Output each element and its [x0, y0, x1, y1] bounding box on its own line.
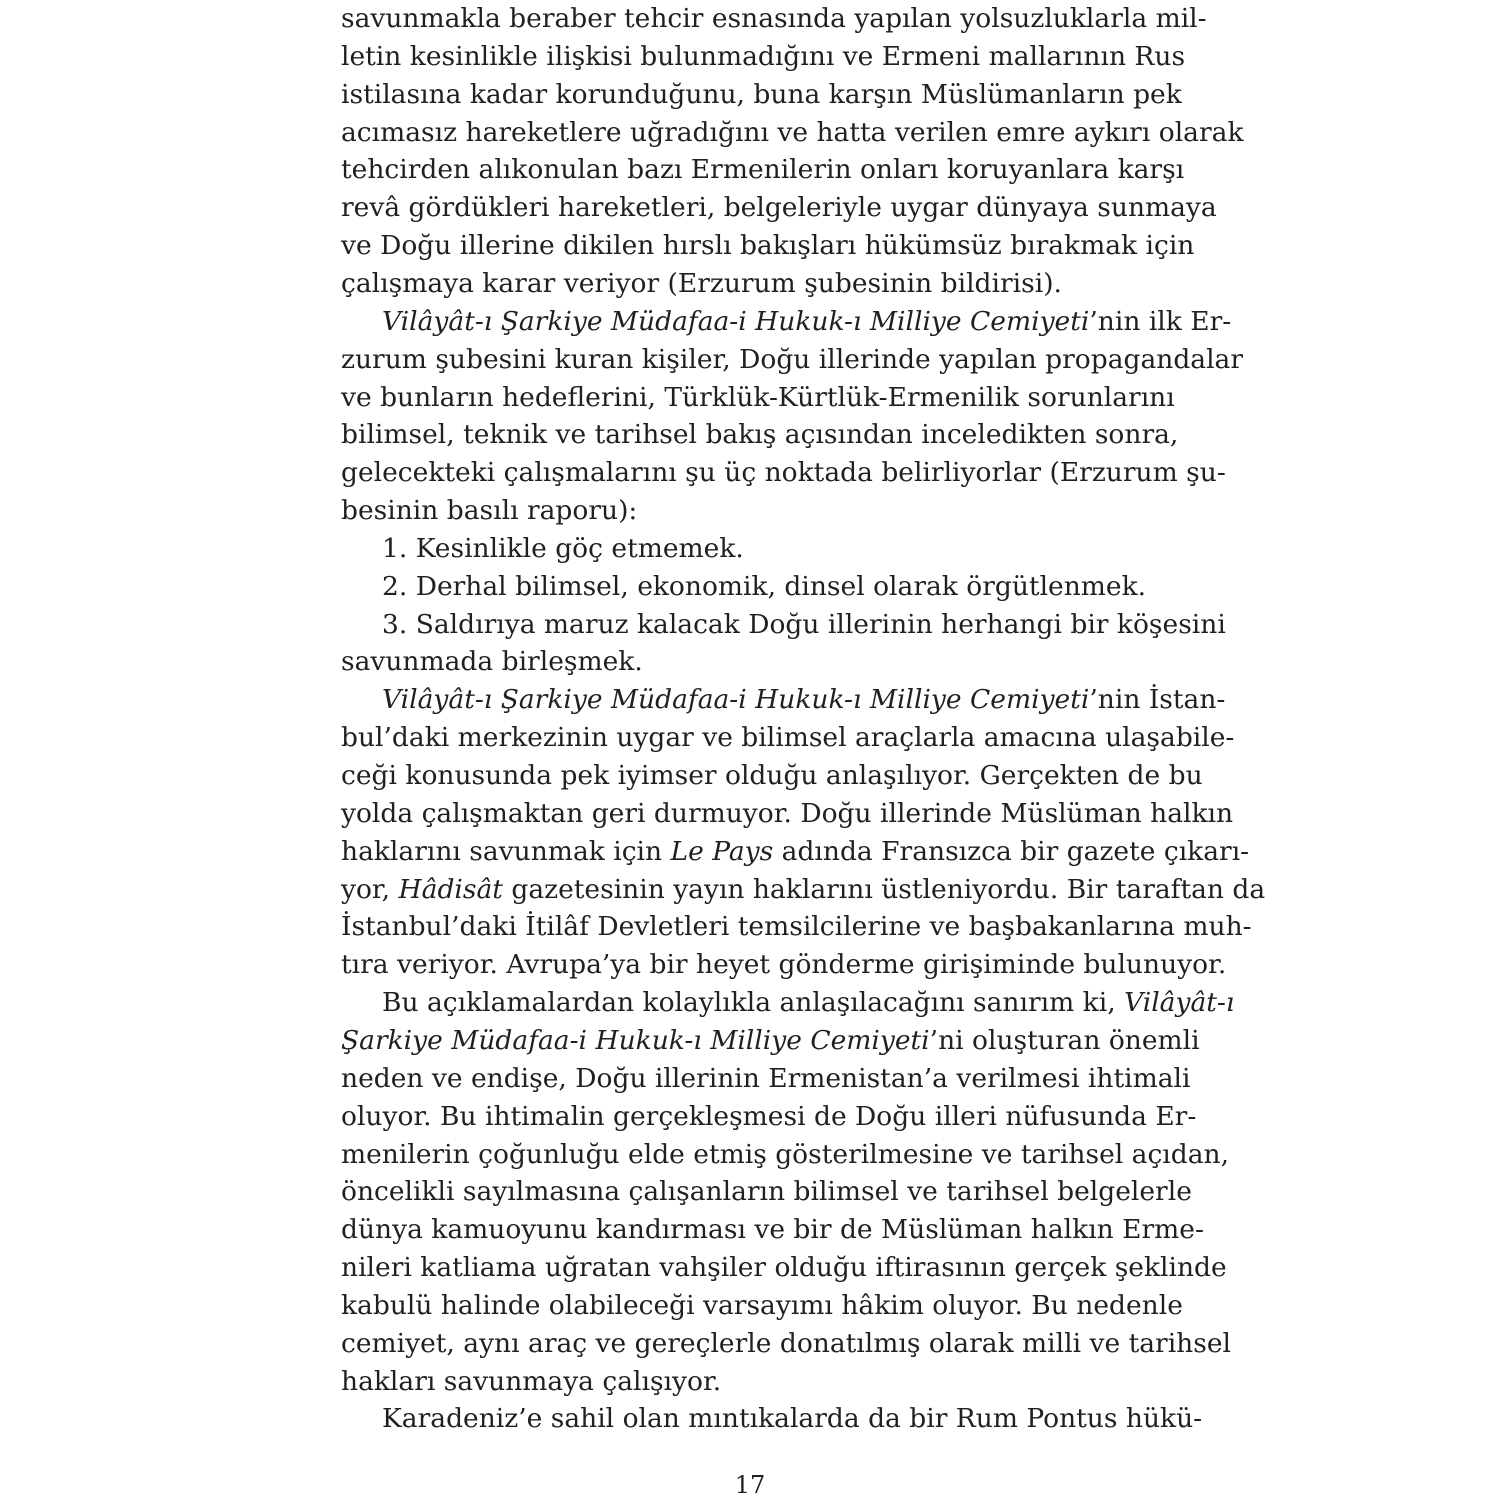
text-line	[382, 568, 1161, 605]
text-run: gazetesinin yayın haklarını üstleniyordu. Bir taraftan da	[502, 873, 1266, 905]
text-run: çalışmaya karar veriyor (Erzurum şubesinin bildirisi).	[341, 267, 1062, 299]
text-run: tehcirden alıkonulan bazı Ermenilerin onları koruyanlara karşı	[341, 154, 1185, 186]
text-line	[341, 946, 1227, 983]
page-number: 17	[734, 1471, 766, 1499]
text-run: acımasız hareketlere uğradığını ve hatta verilen emre aykırı olarak	[341, 116, 1244, 148]
text-line	[382, 984, 1235, 1021]
italic-text: Vilâyât-ı	[1124, 987, 1235, 1019]
text-line	[341, 1022, 1200, 1059]
text-run: dünya kamuoyunu kandırması ve bir de Müslüman halkın Erme-	[341, 1214, 1204, 1246]
text-run: besinin basılı raporu):	[341, 495, 638, 527]
text-line	[341, 227, 1195, 264]
italic-text: Hâdisât	[398, 873, 503, 905]
text-line	[382, 606, 1226, 643]
text-line	[341, 265, 1161, 302]
text-run: ’nin ilk Er-	[1089, 305, 1232, 337]
text-run: oluyor. Bu ihtimalin gerçekleşmesi de Doğu illeri nüfusunda Er-	[341, 1100, 1197, 1132]
text-line	[341, 1136, 1230, 1173]
text-line	[341, 1060, 1191, 1097]
text-line	[341, 1363, 1161, 1400]
text-line	[341, 719, 1235, 756]
text-line	[341, 454, 1226, 491]
italic-text: Le Pays	[670, 835, 774, 867]
text-line	[341, 151, 1185, 188]
text-run: ve Doğu illerine dikilen hırslı bakışları hükümsüz bırakmak için	[341, 230, 1195, 262]
text-line	[341, 1287, 1183, 1324]
text-line	[382, 530, 1161, 567]
text-run: neden ve endişe, Doğu illerinin Ermenistan’a verilmesi ihtimali	[341, 1062, 1191, 1094]
text-line	[382, 303, 1232, 340]
text-line	[341, 908, 1252, 945]
text-line	[341, 0, 1207, 37]
text-line	[382, 681, 1226, 718]
text-run: gelecekteki çalışmalarını şu üç noktada belirliyorlar (Erzurum şu-	[341, 457, 1226, 489]
text-line	[341, 416, 1179, 453]
text-run: Bu açıklamalardan kolaylıkla anlaşılacağını sanırım ki,	[382, 987, 1125, 1019]
text-line	[341, 492, 1161, 529]
text-run: haklarını savunmak için	[341, 835, 671, 867]
text-run: ’nin İstan-	[1089, 684, 1226, 716]
text-run: bilimsel, teknik ve tarihsel bakış açısından inceledikten sonra,	[341, 419, 1179, 451]
text-line	[341, 795, 1234, 832]
text-line	[341, 114, 1244, 151]
text-run: savunmakla beraber tehcir esnasında yapılan yolsuzluklarla mil-	[341, 3, 1207, 34]
text-run: 3. Saldırıya maruz kalacak Doğu illerinin herhangi bir köşesini	[382, 608, 1226, 640]
text-run: Karadeniz’e sahil olan mıntıkalarda da bir Rum Pontus hükü-	[382, 1403, 1203, 1435]
text-line	[341, 76, 1182, 113]
text-run: öncelikli sayılmasına çalışanların bilimsel ve tarihsel belgelerle	[341, 1176, 1192, 1208]
text-run: letin kesinlikle ilişkisi bulunmadığını ve Ermeni mallarının Rus	[341, 40, 1186, 72]
text-run: İstanbul’daki İtilâf Devletleri temsilcilerine ve başbakanlarına muh-	[341, 911, 1252, 943]
text-run: ceği konusunda pek iyimser olduğu anlaşılıyor. Gerçekten de bu	[341, 760, 1203, 791]
text-run: menilerin çoğunluğu elde etmiş gösterilmesine ve tarihsel açıdan,	[341, 1138, 1230, 1170]
text-run: bul’daki merkezinin uygar ve bilimsel araçlarla amacına ulaşabile-	[341, 722, 1235, 754]
text-run: savunmada birleşmek.	[341, 646, 643, 678]
text-run: zurum şubesini kuran kişiler, Doğu illerinde yapılan propagandalar	[341, 343, 1244, 375]
text-line	[341, 1325, 1232, 1362]
text-run: tıra veriyor. Avrupa’ya bir heyet gönderme girişiminde bulunuyor.	[341, 949, 1227, 981]
text-line	[341, 643, 1161, 680]
text-run: nileri katliama uğratan vahşiler olduğu iftirasının gerçek şeklinde	[341, 1252, 1227, 1284]
text-run: ’ni oluşturan önemli	[929, 1024, 1200, 1056]
text-line	[341, 341, 1244, 378]
text-line	[341, 833, 1250, 870]
text-run: revâ gördükleri hareketleri, belgeleriyle uygar dünyaya sunmaya	[341, 192, 1217, 224]
text-run: kabulü halinde olabileceği varsayımı hâkim oluyor. Bu nedenle	[341, 1289, 1183, 1321]
text-run: adında Fransızca bir gazete çıkarı-	[773, 835, 1250, 867]
italic-text: Şarkiye Müdafaa-i Hukuk-ı Milliye Cemiyeti	[341, 1024, 930, 1056]
text-run: 2. Derhal bilimsel, ekonomik, dinsel olarak örgütlenmek.	[382, 570, 1147, 602]
text-run: cemiyet, aynı araç ve gereçlerle donatılmış olarak milli ve tarihsel	[341, 1327, 1232, 1359]
text-run: hakları savunmaya çalışıyor.	[341, 1365, 722, 1397]
text-run: 1. Kesinlikle göç etmemek.	[382, 532, 744, 564]
text-run: yor,	[341, 873, 399, 905]
text-line	[341, 379, 1175, 416]
text-line	[341, 1249, 1227, 1286]
text-line	[341, 1211, 1204, 1248]
text-line	[341, 189, 1217, 226]
text-run: istilasına kadar korunduğunu, buna karşın Müslümanların pek	[341, 78, 1182, 110]
italic-text: Vilâyât-ı Şarkiye Müdafaa-i Hukuk-ı Milliye Cemiyeti	[382, 684, 1090, 716]
text-line	[382, 1400, 1203, 1437]
text-line	[341, 38, 1186, 75]
text-run: ve bunların hedeflerini, Türklük-Kürtlük-Ermenilik sorunlarını	[341, 381, 1175, 413]
text-line	[341, 1098, 1197, 1135]
text-line	[341, 1173, 1192, 1210]
text-run: yolda çalışmaktan geri durmuyor. Doğu illerinde Müslüman halkın	[341, 797, 1234, 829]
text-line	[341, 871, 1266, 908]
italic-text: Vilâyât-ı Şarkiye Müdafaa-i Hukuk-ı Milliye Cemiyeti	[382, 305, 1090, 337]
text-line	[341, 757, 1203, 794]
